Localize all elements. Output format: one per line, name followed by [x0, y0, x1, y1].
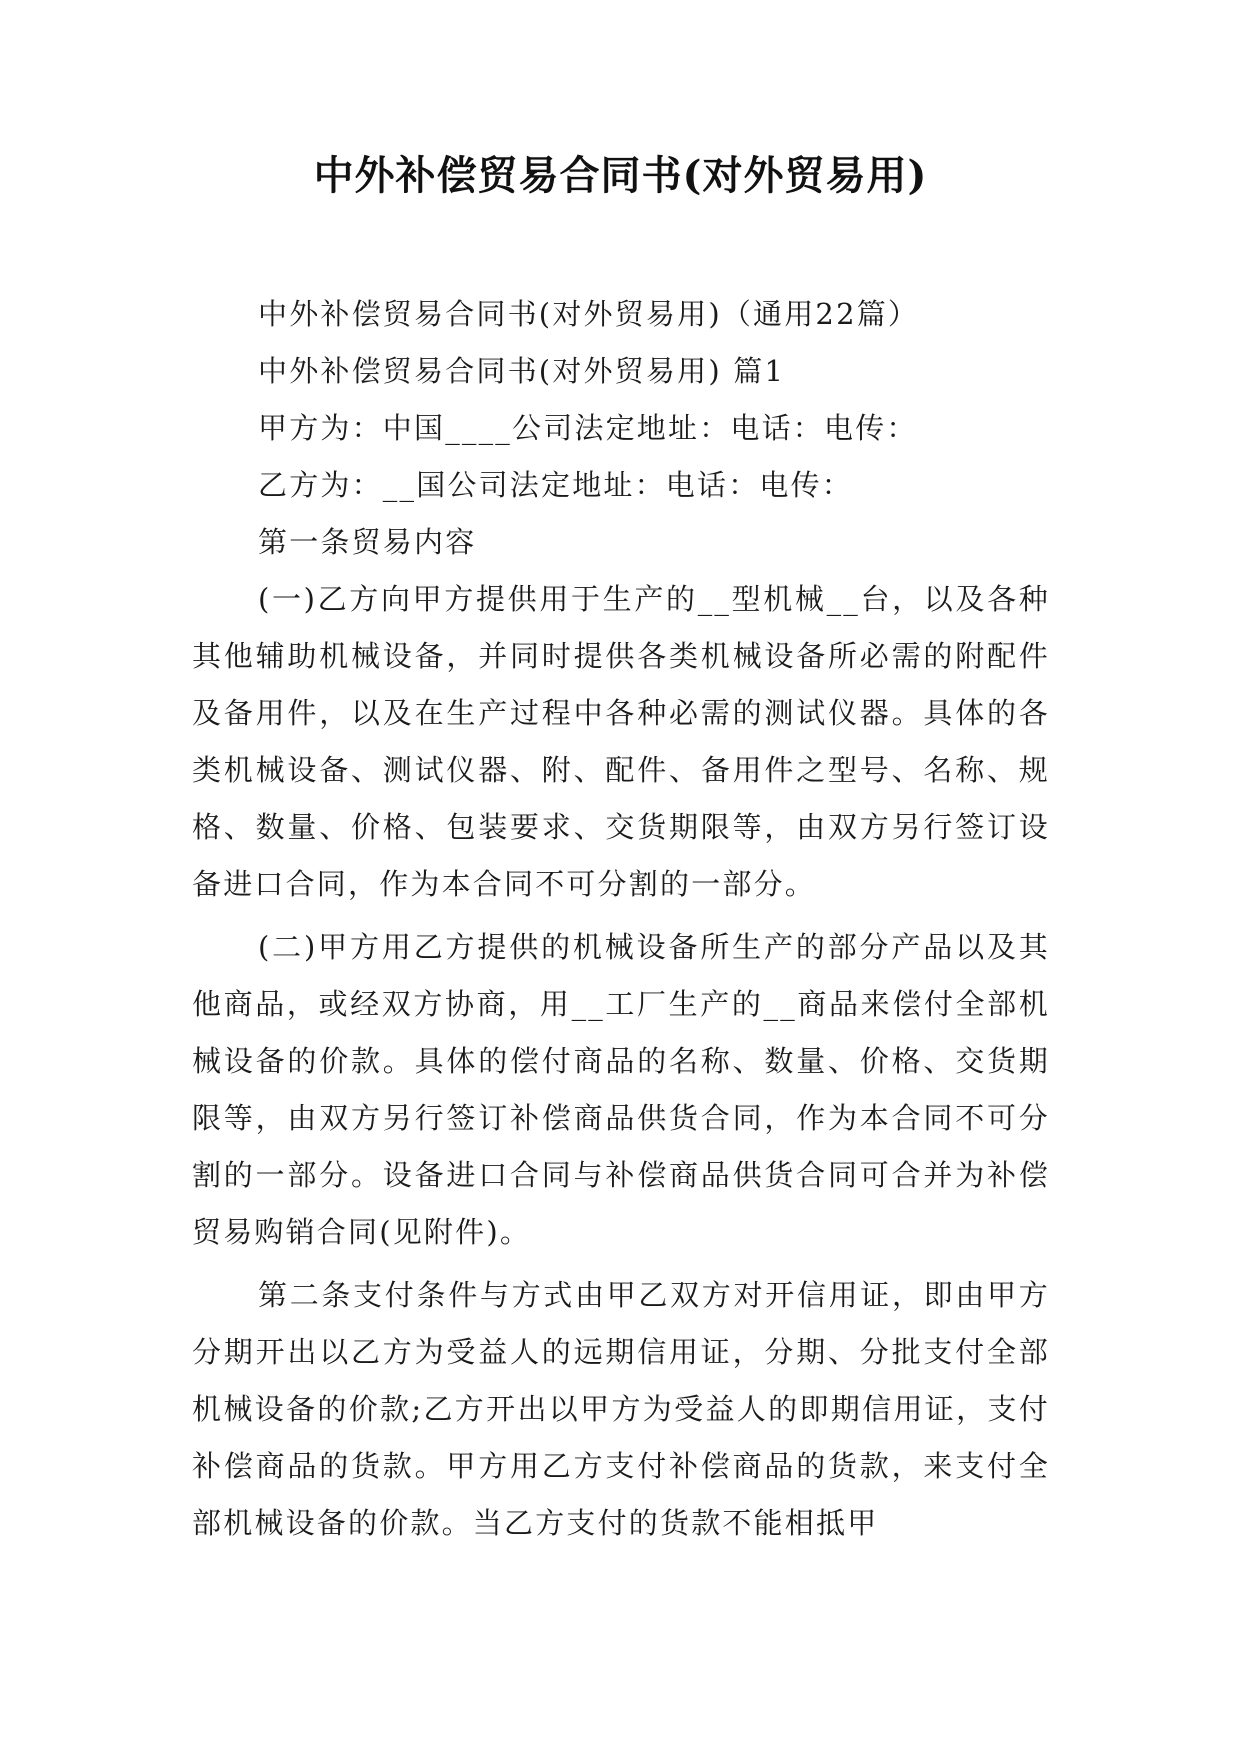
document-title: 中外补偿贸易合同书(对外贸易用) — [313, 152, 928, 199]
paragraph-article-2: 第二条支付条件与方式由甲乙双方对开信用证，即由甲方分期开出以乙方为受益人的远期信用证，分期、分批支付全部机械设备的价款;乙方开出以甲方为受益人的即期信用证，支付补偿商品的货款。甲方用乙方支付补偿商品的货款，来支付全部机械设备的价款。当乙方支付的货款不能相抵甲 — [192, 1278, 1050, 1540]
paragraph-subtitle: 中外补偿贸易合同书(对外贸易用)（通用22篇） — [258, 297, 920, 331]
paragraph-party-b: 乙方为：__国公司法定地址：电话：电传： — [258, 468, 854, 502]
paragraph-party-a: 甲方为：中国____公司法定地址：电话：电传： — [258, 411, 918, 445]
paragraph-section-heading: 中外补偿贸易合同书(对外贸易用) 篇1 — [258, 354, 786, 388]
paragraph-clause-2: (二)甲方用乙方提供的机械设备所生产的部分产品以及其他商品，或经双方协商，用__工厂生产的__商品来偿付全部机械设备的价款。具体的偿付商品的名称、数量、价格、交货期限等，由双方另行签订补偿商品供货合同，作为本合同不可分割的一部分。设备进口合同与补偿商品供货合同可合并为补偿贸易购销合同(见附件)。 — [192, 930, 1050, 1249]
paragraph-article-1-heading: 第一条贸易内容 — [258, 525, 477, 559]
document-body — [192, 286, 1050, 1552]
paragraph-clause-1: (一)乙方向甲方提供用于生产的__型机械__台，以及各种其他辅助机械设备，并同时提供各类机械设备所必需的附配件及备用件，以及在生产过程中各种必需的测试仪器。具体的各类机械设备、测试仪器、附、配件、备用件之型号、名称、规格、数量、价格、包装要求、交货期限等，由双方另行签订设备进口合同，作为本合同不可分割的一部分。 — [192, 582, 1050, 901]
